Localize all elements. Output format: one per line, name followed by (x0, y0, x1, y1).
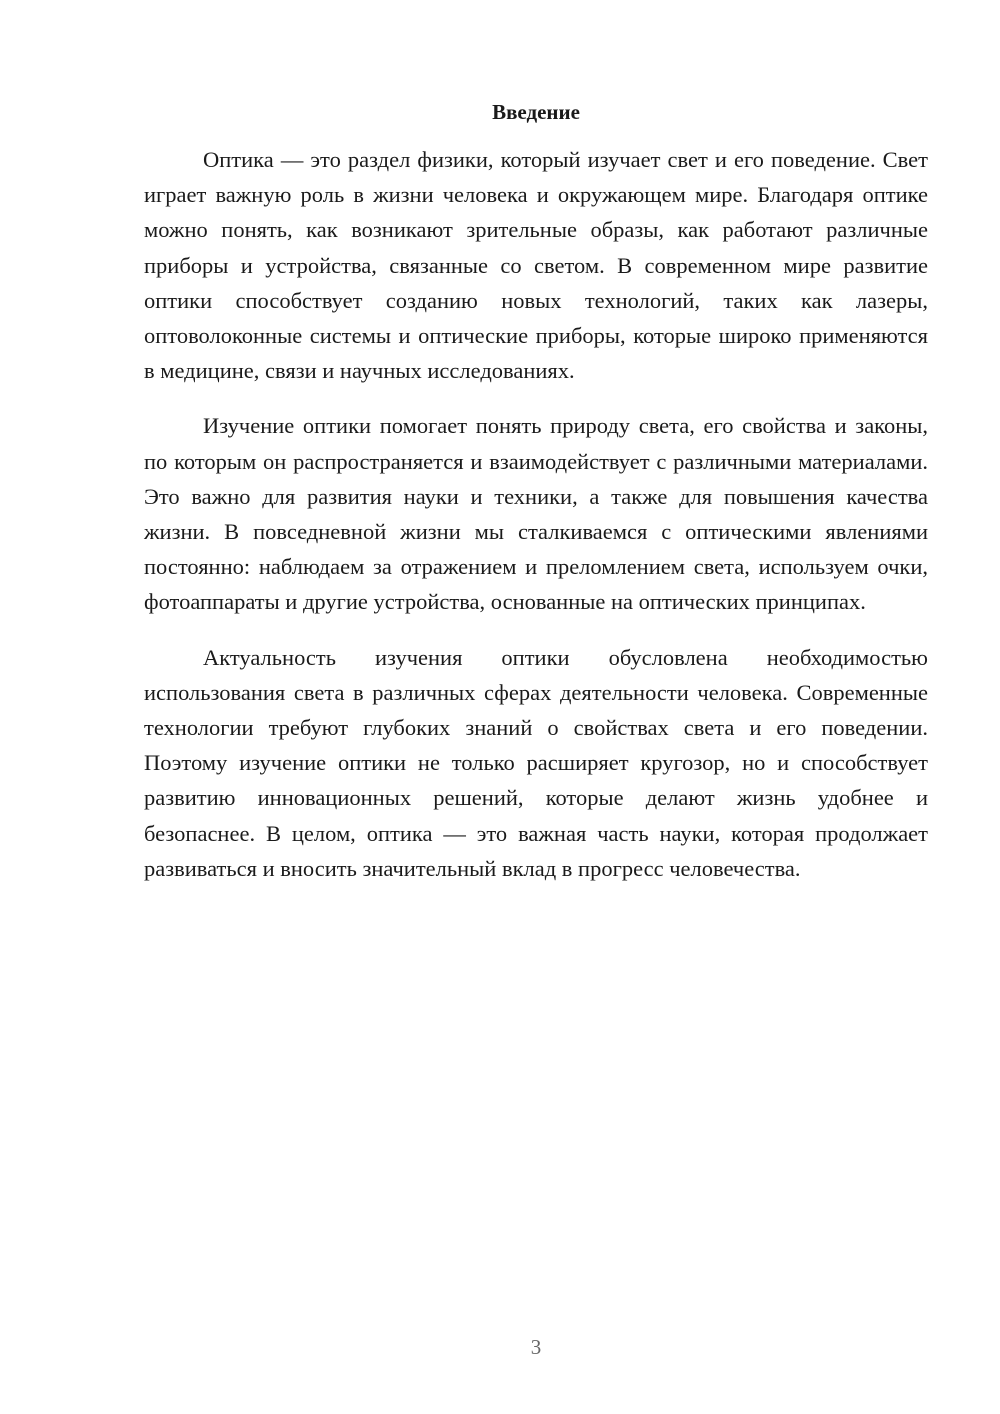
paragraph-1: Оптика — это раздел физики, который изучает свет и его поведение. Свет играет важную роль в жизни человека и окружающем мире. Благодаря оптике можно понять, как возникают зрительные образы, как работают различные приборы и устройства, связанные со светом. В современном мире развитие оптики способствует созданию новых технологий, таких как лазеры, оптоволоконные системы и оптические приборы, которые широко применяются в медицине, связи и научных исследованиях. (144, 147, 928, 384)
section-heading: Введение (492, 100, 580, 124)
body-text (144, 142, 928, 906)
page-number: 3 (530, 1335, 542, 1359)
paragraph-2: Изучение оптики помогает понять природу света, его свойства и законы, по которым он распространяется и взаимодействует с различными материалами. Это важно для развития науки и техники, а также для повышения качества жизни. В повседневной жизни мы сталкиваемся с оптическими явлениями постоянно: наблюдаем за отражением и преломлением света, используем очки, фотоаппараты и другие устройства, основанные на оптических принципах. (144, 413, 928, 615)
paragraph-3: Актуальность изучения оптики обусловлена необходимостью использования света в различных сферах деятельности человека. Современные технологии требуют глубоких знаний о свойствах света и его поведении. Поэтому изучение оптики не только расширяет кругозор, но и способствует развитию инновационных решений, которые делают жизнь удобнее и безопаснее. В целом, оптика — это важная часть науки, которая продолжает развиваться и вносить значительный вклад в прогресс человечества. (144, 644, 928, 881)
